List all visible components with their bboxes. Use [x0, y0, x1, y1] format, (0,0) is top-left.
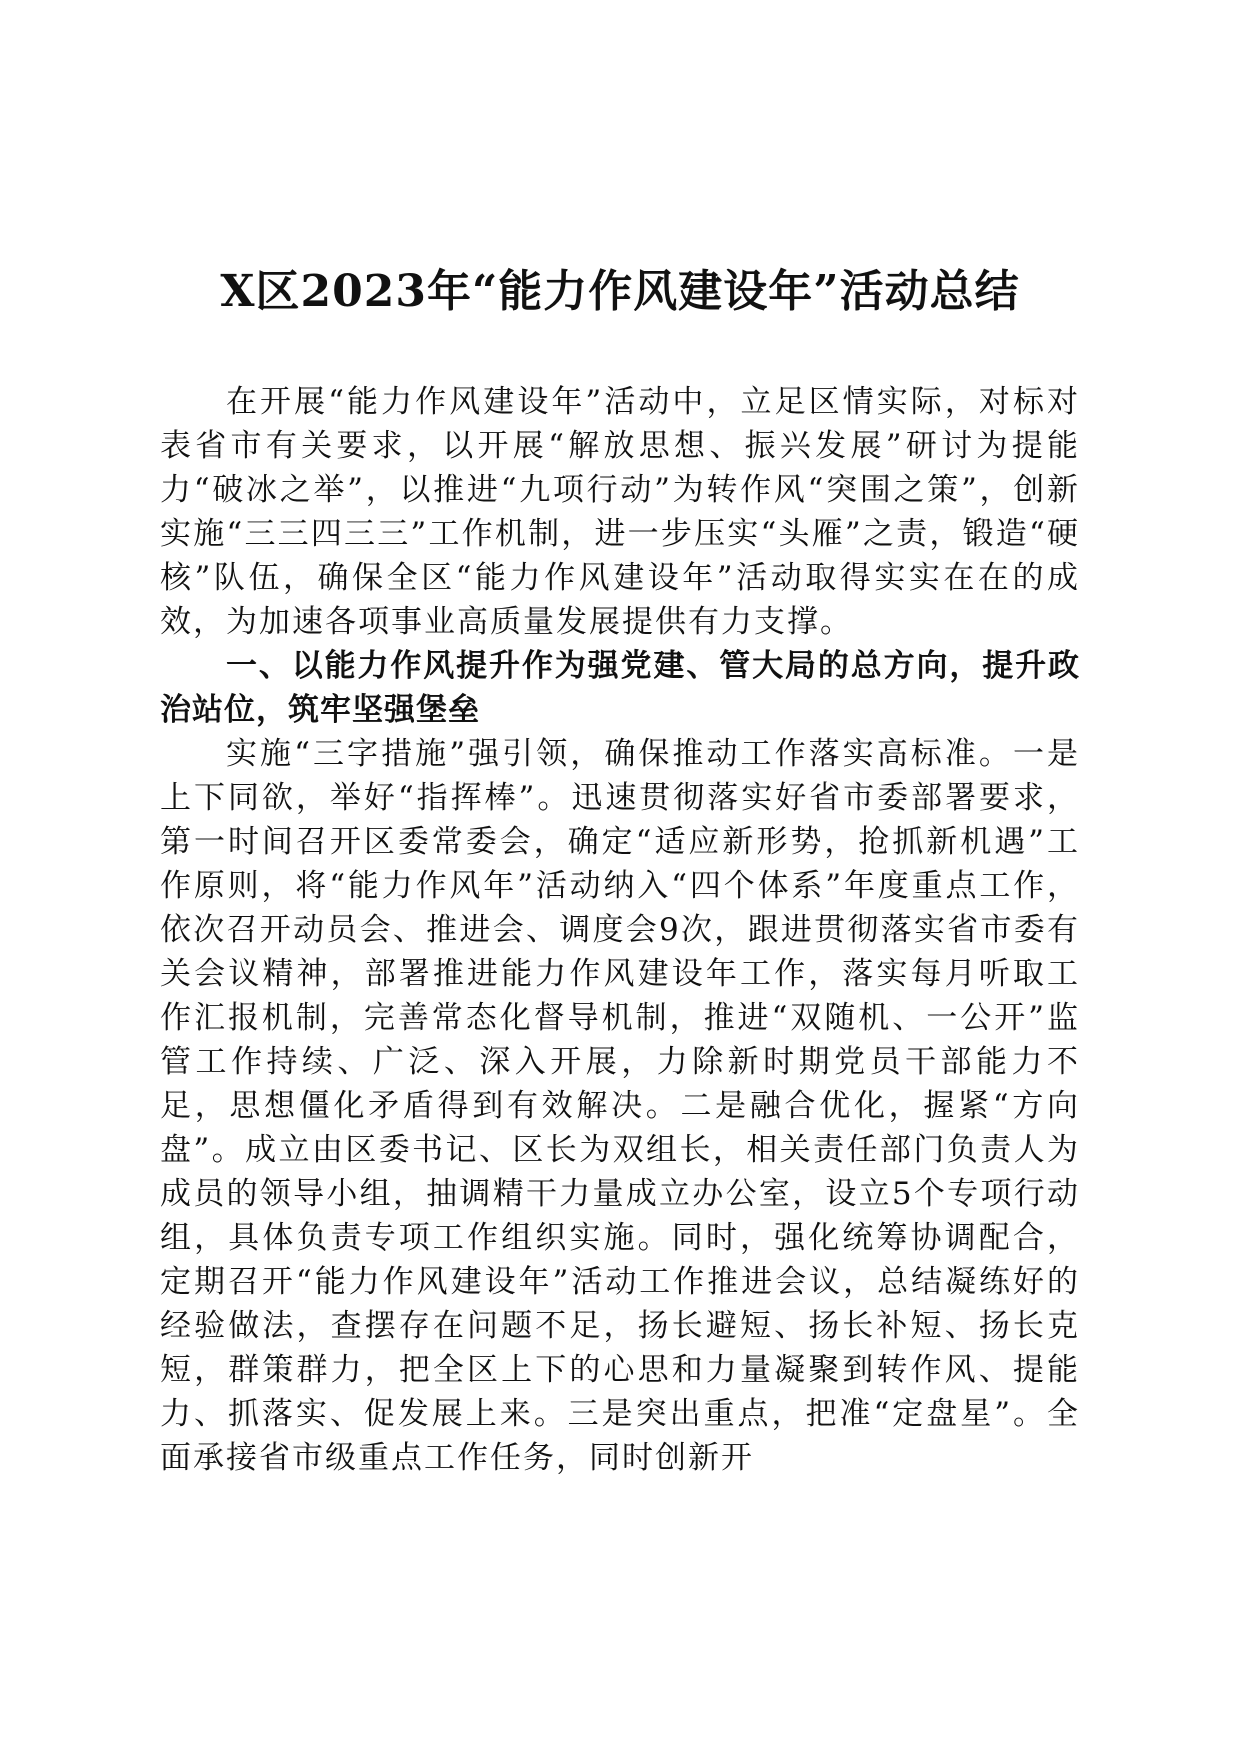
section-1-paragraph: 实施“三字措施”强引领，确保推动工作落实高标准。一是上下同欲，举好“指挥棒”。迅速贯彻落实好省市委部署要求，第一时间召开区委常委会，确定“适应新形势，抢抓新机遇”工作原则，将“能力作风年”活动纳入“四个体系”年度重点工作，依次召开动员会、推进会、调度会9次，跟进贯彻落实省市委有关会议精神，部署推进能力作风建设年工作，落实每月听取工作汇报机制，完善常态化督导机制，推进“双随机、一公开”监管工作持续、广泛、深入开展，力除新时期党员干部能力不足，思想僵化矛盾得到有效解决。二是融合优化，握紧“方向盘”。成立由区委书记、区长为双组长，相关责任部门负责人为成员的领导小组，抽调精干力量成立办公室，设立5个专项行动组，具体负责专项工作组织实施。同时，强化统筹协调配合，定期召开“能力作风建设年”活动工作推进会议，总结凝练好的经验做法，查摆存在问题不足，扬长避短、扬长补短、扬长克短，群策群力，把全区上下的心思和力量凝聚到转作风、提能力、抓落实、促发展上来。三是突出重点，把准“定盘星”。全面承接省市级重点工作任务，同时创新开 — [160, 736, 1080, 1476]
document-body — [160, 380, 1080, 1480]
document-title: X区2023年“能力作风建设年”活动总结 — [220, 266, 1020, 317]
intro-paragraph: 在开展“能力作风建设年”活动中，立足区情实际，对标对表省市有关要求，以开展“解放思想、振兴发展”研讨为提能力“破冰之举”，以推进“九项行动”为转作风“突围之策”，创新实施“三三四三三”工作机制，进一步压实“头雁”之责，锻造“硬核”队伍，确保全区“能力作风建设年”活动取得实实在在的成效，为加速各项事业高质量发展提供有力支撑。 — [160, 384, 1080, 640]
section-1-heading: 一、以能力作风提升作为强党建、管大局的总方向，提升政治站位，筑牢坚强堡垒 — [160, 648, 1080, 728]
